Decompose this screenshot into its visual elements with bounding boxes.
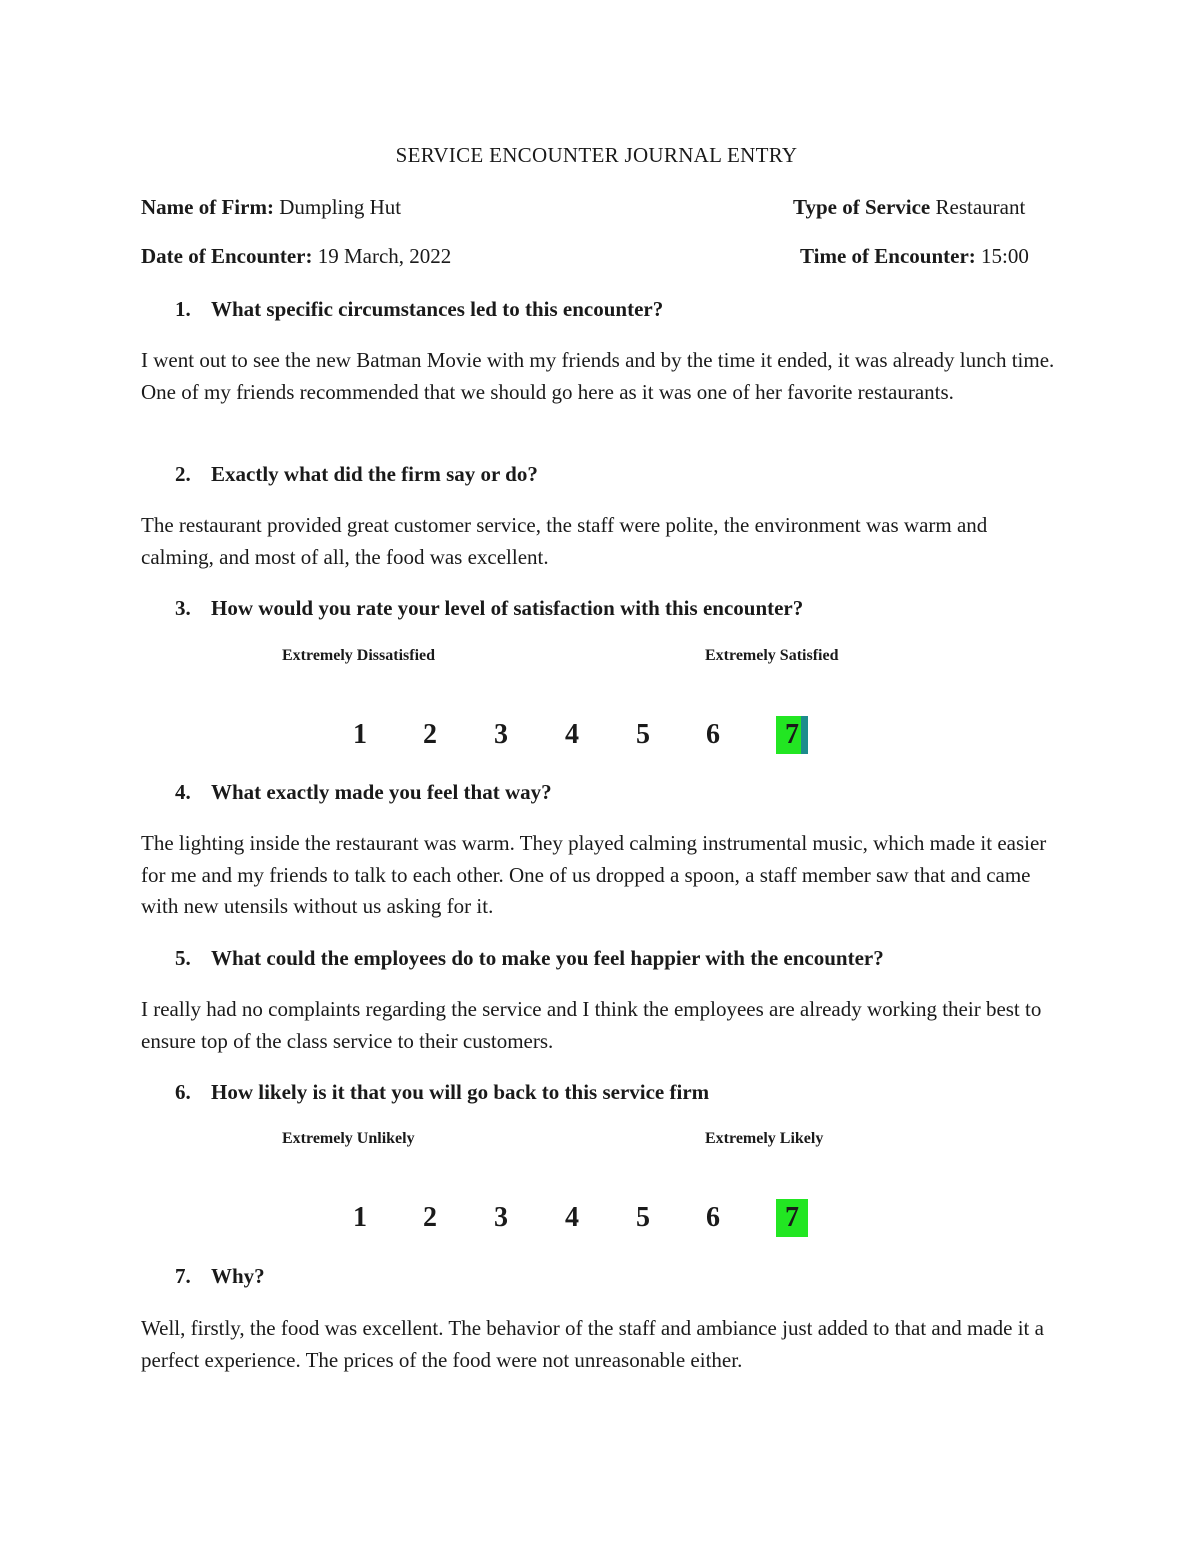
satisfaction-high-label: Extremely Satisfied	[705, 647, 839, 664]
date-value: 19 March, 2022	[317, 244, 452, 268]
scale-option-7-selected: 7	[776, 1199, 808, 1237]
service-type-field	[793, 195, 1025, 220]
answer-4: The lighting inside the restaurant was warm. They played calming instrumental music, which made it easier for me and my friends to talk to each other. One of us dropped a spoon, a staff member saw that and came with new utensils without us asking for it.	[141, 831, 1047, 918]
answer-5: I really had no complaints regarding the service and I think the employees are already working their best to ensure top of the class service to their customers.	[141, 997, 1042, 1053]
question-7	[175, 1264, 265, 1289]
scale-option-6: 6	[706, 1202, 720, 1233]
firm-name-label: Name of Firm:	[141, 195, 274, 219]
document-title: SERVICE ENCOUNTER JOURNAL ENTRY	[395, 143, 798, 167]
time-value: 15:00	[981, 244, 1029, 268]
time-label: Time of Encounter:	[800, 244, 976, 268]
question-number: 1.	[175, 297, 191, 321]
question-text: How would you rate your level of satisfaction with this encounter?	[211, 596, 804, 620]
question-text: What could the employees do to make you feel happier with the encounter?	[211, 946, 884, 970]
answer-1: I went out to see the new Batman Movie with my friends and by the time it ended, it was already lunch time. One of my friends recommended that we should go here as it was one of her favorite restaurants.	[141, 348, 1055, 404]
question-5	[175, 946, 884, 971]
scale-option-1: 1	[353, 719, 367, 750]
question-number: 6.	[175, 1080, 191, 1104]
question-text: How likely is it that you will go back to this service firm	[211, 1080, 710, 1104]
service-type-label: Type of Service	[793, 195, 931, 219]
question-text: Exactly what did the firm say or do?	[211, 462, 538, 486]
question-2	[175, 462, 538, 487]
question-number: 5.	[175, 946, 191, 970]
answer-2: The restaurant provided great customer service, the staff were polite, the environment was warm and calming, and most of all, the food was excellent.	[141, 513, 988, 569]
scale-option-2: 2	[423, 1202, 437, 1233]
service-type-value: Restaurant	[935, 195, 1026, 219]
question-number: 7.	[175, 1264, 191, 1288]
question-text: What specific circumstances led to this encounter?	[211, 297, 664, 321]
question-text: Why?	[211, 1264, 265, 1288]
likelihood-high-label: Extremely Likely	[705, 1130, 824, 1147]
date-field	[141, 244, 451, 269]
question-number: 4.	[175, 780, 191, 804]
satisfaction-low-label: Extremely Dissatisfied	[282, 647, 436, 664]
question-text: What exactly made you feel that way?	[211, 780, 552, 804]
likelihood-low-label: Extremely Unlikely	[282, 1130, 415, 1147]
scale-option-7-selected: 7	[776, 716, 808, 754]
question-number: 2.	[175, 462, 191, 486]
scale-option-2: 2	[423, 719, 437, 750]
scale-option-3: 3	[494, 719, 508, 750]
time-field	[800, 244, 1029, 269]
firm-name-value: Dumpling Hut	[279, 195, 402, 219]
firm-name-field	[141, 195, 401, 220]
scale-option-5: 5	[636, 719, 650, 750]
selection-marker	[801, 716, 808, 754]
scale-option-5: 5	[636, 1202, 650, 1233]
scale-option-4: 4	[565, 719, 579, 750]
scale-option-6: 6	[706, 719, 720, 750]
question-number: 3.	[175, 596, 191, 620]
scale-option-4: 4	[565, 1202, 579, 1233]
date-label: Date of Encounter:	[141, 244, 313, 268]
answer-7: Well, firstly, the food was excellent. The behavior of the staff and ambiance just added to that and made it a perfect experience. The prices of the food were not unreasonable either.	[141, 1316, 1044, 1372]
question-4	[175, 780, 552, 805]
scale-option-1: 1	[353, 1202, 367, 1233]
question-1	[175, 297, 663, 322]
question-3	[175, 596, 803, 621]
question-6	[175, 1080, 709, 1105]
scale-option-3: 3	[494, 1202, 508, 1233]
